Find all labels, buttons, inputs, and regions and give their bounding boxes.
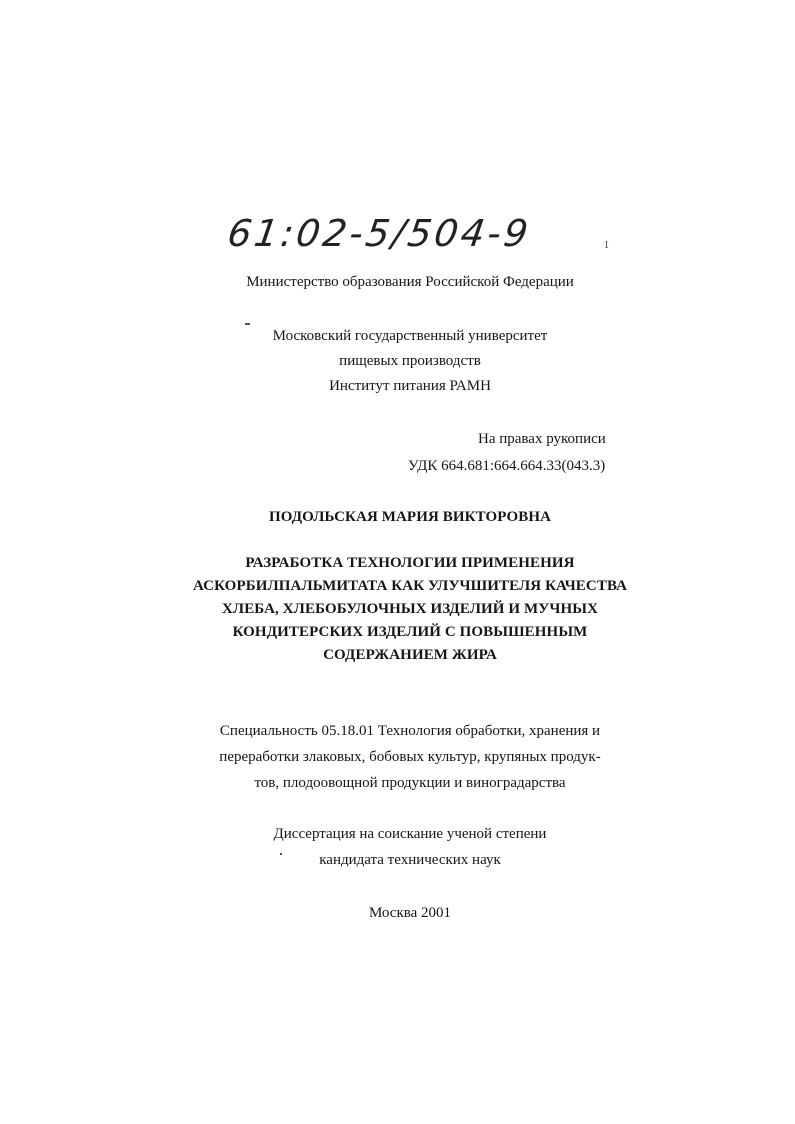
handwritten-archive-number: 61:02-5/504-9 [224, 212, 534, 255]
institute-name: Институт питания РАМН [329, 378, 491, 394]
ministry-name: Министерство образования Российской Федерации [246, 274, 574, 290]
thesis-title-line: КОНДИТЕРСКИХ ИЗДЕЛИЙ С ПОВЫШЕННЫМ [232, 624, 588, 640]
university-name-line1: Московский государственный университет [272, 328, 548, 344]
udk-code: УДК 664.681:664.664.33(043.3) [408, 458, 606, 474]
page-number: 1 [604, 240, 609, 251]
thesis-title-line: АСКОРБИЛПАЛЬМИТАТА КАК УЛУЧШИТЕЛЯ КАЧЕСТВА [192, 578, 628, 594]
thesis-title-line: ХЛЕБА, ХЛЕБОБУЛОЧНЫХ ИЗДЕЛИЙ И МУЧНЫХ [221, 601, 599, 617]
specialty-line: переработки злаковых, бобовых культур, крупяных продук- [219, 749, 601, 765]
thesis-title-line: СОДЕРЖАНИЕМ ЖИРА [323, 647, 497, 663]
author-name: ПОДОЛЬСКАЯ МАРИЯ ВИКТОРОВНА [268, 509, 552, 525]
university-name-line2: пищевых производств [339, 353, 481, 369]
city-year: Москва 2001 [368, 905, 452, 921]
thesis-title-line: РАЗРАБОТКА ТЕХНОЛОГИИ ПРИМЕНЕНИЯ [245, 555, 575, 571]
dissertation-line2: кандидата технических наук [319, 852, 501, 868]
specialty-line: тов, плодоовощной продукции и виноградарства [254, 775, 566, 791]
scan-speck [245, 323, 250, 325]
specialty-line: Специальность 05.18.01 Технология обработки, хранения и [219, 723, 601, 739]
dissertation-line1: Диссертация на соискание ученой степени [273, 826, 547, 842]
manuscript-rights: На правах рукописи [478, 431, 606, 447]
